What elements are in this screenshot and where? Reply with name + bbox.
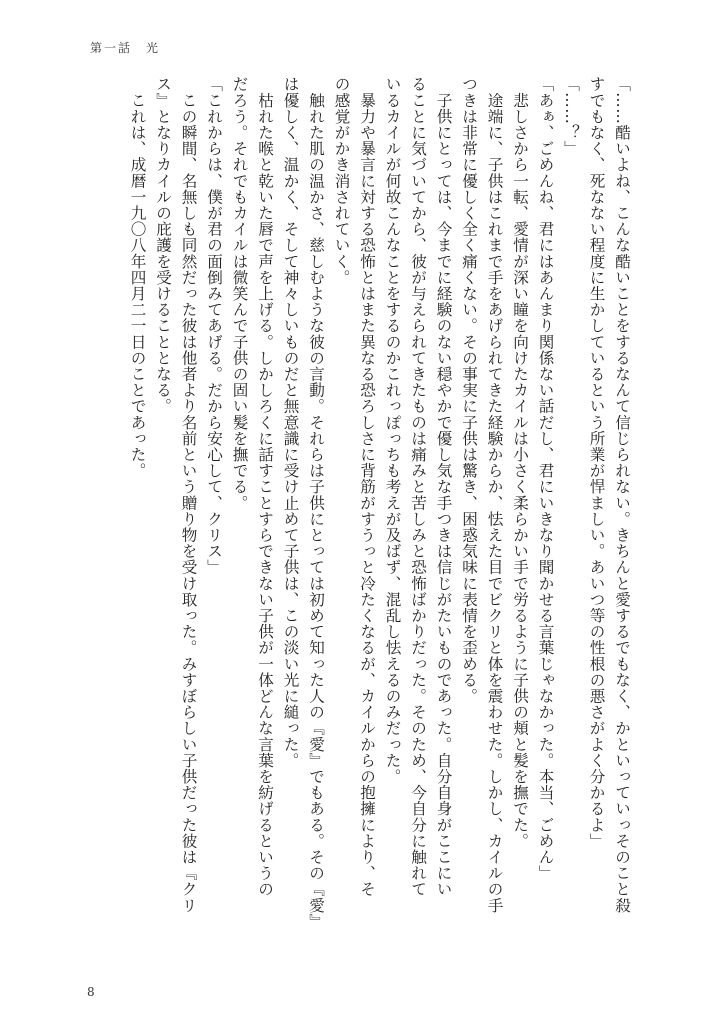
body-text	[86, 76, 634, 976]
text-line: 暴力や暴言に対する恐怖とはまた異なる恐ろしさに背筋がすうっと冷たくなるが、カイルからの抱擁により、そ	[358, 76, 376, 898]
text-line: の感覚がかき消されていく。	[332, 76, 351, 286]
text-line: だろう。それでもカイルは微笑んで子供の固い髪を撫でる。	[230, 76, 249, 511]
text-line: ることに気づいてから、彼が与えられてきたものは痛みと苦しみと恐怖ばかりだった。そのため、今自分に触れて	[409, 76, 427, 898]
text-line: すでもなく、死なない程度に生かしているという所業が悍ましい。あいつ等の性根の悪さがよく分かるよ」	[587, 76, 606, 849]
text-line: 触れた肌の温かさ、慈しむような彼の言動。それらは子供にとっては初めて知った人の『愛』でもある。その『愛』	[307, 76, 325, 930]
text-line: 枯れた喉と乾いた唇で声を上げる。しかしろくに話すことすらできない子供が一体どんな言葉を紡げるというの	[256, 76, 274, 898]
text-line: 途端に、子供はこれまで手をあげられてきた経験からか、怯えた目でビクリと体を震わせた。しかし、カイルの手	[485, 76, 504, 914]
text-line: は優しく、温かく、そして神々しいものだと無意識に受け止めて子供は、この淡い光に縋った。	[281, 76, 300, 769]
text-line: つきは非常に優しく全く痛くない。その事実に子供は驚き、困惑気味に表情を歪める。	[460, 76, 478, 704]
text-line: いるカイルが何故こんなことをするのかこれっぽっちも考えが及ばず、混乱し怯えるのみだった。	[383, 76, 402, 785]
page-number: 8	[87, 985, 95, 999]
text-line: この瞬間、名無しも同然だった彼は他者より名前という贈り物を受け取った。みすぼらしい子供だった彼は『クリ	[179, 76, 198, 914]
text-line: 悲しさから一転、愛情が深い瞳を向けたカイルは小さく柔らかい手で労るように子供の頬と髪を撫でた。	[511, 76, 529, 849]
text-line: 「……？」	[562, 76, 580, 157]
text-line: ス』となりカイルの庇護を受けることとなる。	[154, 76, 172, 415]
text-line: 「あぁ、ごめんね、君にはあんまり関係ない話だし、君にいきなり聞かせる言葉じゃなかった。本当、ごめん」	[536, 76, 555, 881]
text-line: 「これからは、僕が君の面倒みてあげる。だから安心して、クリス」	[205, 76, 223, 576]
text-line: これは、成暦一九〇八年四月二一日のことであった。	[128, 76, 147, 479]
text-line: 「……酷いよね、こんな酷いことをするなんて信じられない。きちんと愛するでもなく、かといっていっそのこと殺	[613, 76, 631, 914]
text-line: 子供にとっては、今までに経験のない穏やかで優し気な手つきは信じがたいものであった。自分自身がここにい	[434, 76, 453, 898]
running-head: 第一話 光	[90, 41, 161, 55]
